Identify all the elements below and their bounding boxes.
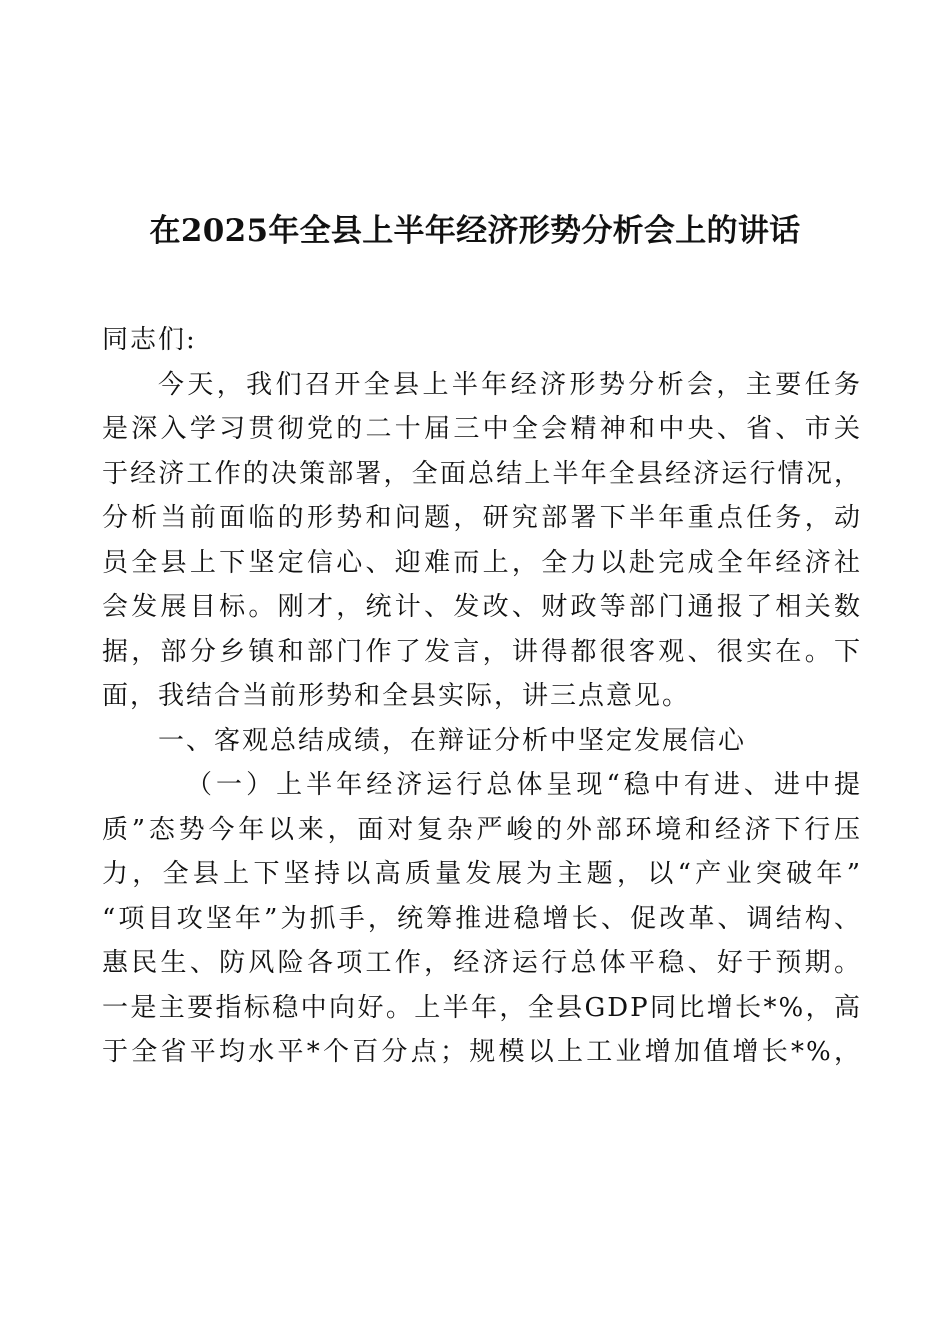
paragraph-line: 力，全县上下坚持以高质量发展为主题，以“产业突破年”: [102, 859, 862, 889]
paragraph-line: 是深入学习贯彻党的二十届三中全会精神和中央、省、市关: [102, 414, 862, 444]
paragraph-line: 于全省平均水平*个百分点；规模以上工业增加值增长*%，: [102, 1037, 862, 1067]
paragraph-line: 面，我结合当前形势和全县实际，讲三点意见。: [102, 681, 691, 711]
subsection-heading-line: （一）上半年经济运行总体呈现“稳中有进、进中提: [186, 770, 862, 800]
paragraph-line: 分析当前面临的形势和问题，研究部署下半年重点任务，动: [102, 503, 862, 533]
document-title: 在2025年全县上半年经济形势分析会上的讲话: [149, 213, 801, 249]
salutation: 同志们:: [102, 325, 197, 355]
paragraph-line: 会发展目标。刚才，统计、发改、财政等部门通报了相关数: [102, 592, 862, 622]
paragraph-line: 据，部分乡镇和部门作了发言，讲得都很客观、很实在。下: [102, 636, 862, 667]
paragraph-line: 质”态势今年以来，面对复杂严峻的外部环境和经济下行压: [102, 814, 862, 845]
document-body: [102, 318, 862, 1075]
paragraph-line: “项目攻坚年”为抓手，统筹推进稳增长、促改革、调结构、: [102, 903, 862, 934]
paragraph-line: 今天，我们召开全县上半年经济形势分析会，主要任务: [158, 369, 862, 400]
paragraph-line: 于经济工作的决策部署，全面总结上半年全县经济运行情况，: [102, 458, 862, 489]
paragraph-line: 一是主要指标稳中向好。上半年，全县GDP同比增长*%，高: [102, 992, 862, 1023]
paragraph-line: 员全县上下坚定信心、迎难而上，全力以赴完成全年经济社: [102, 547, 862, 578]
section-heading: 一、客观总结成绩，在辩证分析中坚定发展信心: [158, 725, 747, 756]
paragraph-line: 惠民生、防风险各项工作，经济运行总体平稳、好于预期。: [102, 948, 862, 978]
